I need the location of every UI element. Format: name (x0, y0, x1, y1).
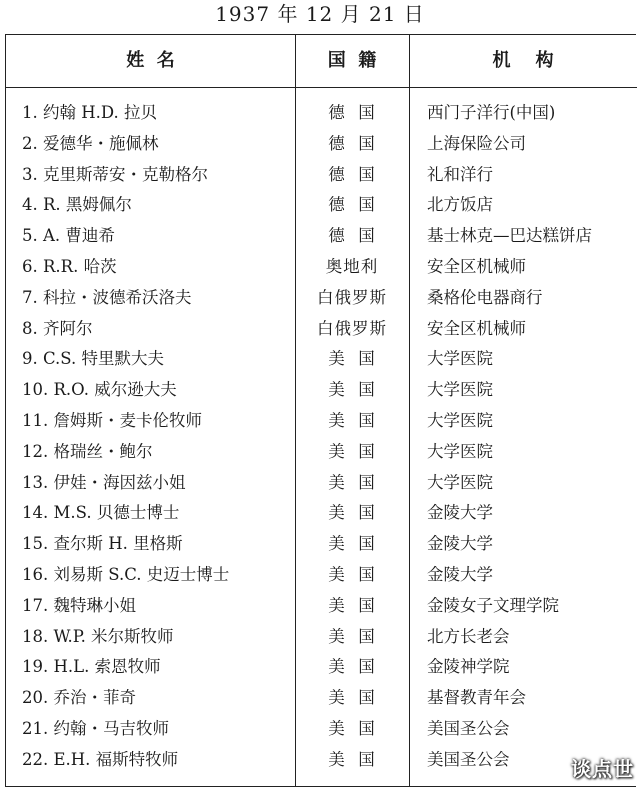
person-name: 8. 齐阿尔 (22, 318, 93, 338)
table-row (6, 498, 637, 529)
nationality: 德 国 (328, 226, 376, 246)
organization: 基士林克—巴达糕饼店 (427, 226, 592, 246)
nationality: 美 国 (328, 595, 376, 615)
nationality: 德 国 (328, 103, 376, 122)
table-header (6, 35, 637, 88)
person-name: 4. R. 黑姆佩尔 (22, 195, 132, 215)
organization: 安全区机械师 (427, 256, 526, 276)
nationality: 白俄罗斯 (317, 318, 387, 338)
nationality: 美 国 (328, 441, 376, 461)
person-name: 13. 伊娃・海因兹小姐 (22, 472, 186, 492)
nationality: 美 国 (328, 410, 376, 430)
organization: 金陵神学院 (427, 657, 510, 677)
person-name: 18. W.P. 米尔斯牧师 (22, 626, 174, 646)
organization: 金陵女子文理学院 (427, 595, 559, 615)
table-row (6, 375, 637, 406)
table-row (6, 714, 637, 745)
organization: 安全区机械师 (427, 318, 526, 338)
table-row (6, 129, 637, 160)
person-name: 15. 查尔斯 H. 里格斯 (22, 534, 183, 554)
organization: 大学医院 (427, 472, 493, 492)
table-body (6, 98, 637, 776)
organization: 美国圣公会 (427, 718, 510, 738)
table-row (6, 560, 637, 591)
organization: 北方长老会 (427, 626, 510, 646)
table-row (6, 437, 637, 468)
organization: 基督教青年会 (427, 688, 526, 708)
watermark-logo: 谈点世 (571, 757, 634, 781)
person-name: 3. 克里斯蒂安・克勒格尔 (22, 164, 208, 184)
table-row (6, 622, 637, 653)
person-name: 22. E.H. 福斯特牧师 (22, 749, 179, 769)
nationality: 美 国 (328, 749, 376, 769)
organization: 桑格伦电器商行 (427, 287, 543, 307)
nationality: 德 国 (328, 133, 376, 153)
table-row (6, 406, 637, 437)
nationality: 美 国 (328, 626, 376, 646)
table-row (6, 190, 637, 221)
organization: 大学医院 (427, 380, 493, 400)
table-row (6, 252, 637, 283)
table-row (6, 221, 637, 252)
date-heading: 1937 年 12 月 21 日 (215, 2, 425, 26)
nationality: 美 国 (328, 718, 376, 738)
table-row (6, 652, 637, 683)
organization: 礼和洋行 (427, 164, 493, 184)
person-name: 14. M.S. 贝德士博士 (22, 503, 180, 523)
table-row (6, 591, 637, 622)
table-row (6, 314, 637, 345)
table-row (6, 745, 637, 776)
nationality: 美 国 (328, 534, 376, 554)
table-row (6, 468, 637, 499)
organization: 上海保险公司 (427, 133, 526, 153)
table-row (6, 283, 637, 314)
person-name: 5. A. 曹迪希 (22, 226, 115, 246)
organization: 大学医院 (427, 441, 493, 461)
organization: 西门子洋行(中国) (427, 103, 556, 122)
person-name: 1. 约翰 H.D. 拉贝 (22, 103, 157, 122)
organization: 大学医院 (427, 349, 493, 369)
person-name: 20. 乔治・菲奇 (22, 688, 136, 708)
table-row (6, 529, 637, 560)
person-name: 12. 格瑞丝・鲍尔 (22, 441, 153, 461)
nationality: 白俄罗斯 (317, 287, 387, 307)
person-name: 21. 约翰・马吉牧师 (22, 718, 169, 738)
organization: 美国圣公会 (427, 749, 510, 769)
header-organization: 机 构 (492, 50, 554, 71)
nationality: 美 国 (328, 688, 376, 708)
person-name: 7. 科拉・波德希沃洛夫 (22, 287, 192, 307)
nationality: 美 国 (328, 349, 376, 369)
organization: 金陵大学 (427, 503, 493, 523)
person-name: 10. R.O. 威尔逊大夫 (22, 380, 177, 400)
nationality: 奥地利 (325, 256, 379, 276)
person-name: 2. 爱德华・施佩林 (22, 133, 159, 153)
nationality: 美 国 (328, 564, 376, 584)
nationality: 美 国 (328, 503, 376, 523)
organization: 金陵大学 (427, 564, 493, 584)
person-name: 16. 刘易斯 S.C. 史迈士博士 (22, 564, 230, 584)
nationality: 德 国 (328, 164, 376, 184)
header-name: 姓 名 (126, 50, 175, 71)
nationality: 美 国 (328, 380, 376, 400)
person-name: 6. R.R. 哈茨 (22, 256, 117, 276)
organization: 北方饭店 (427, 195, 493, 215)
person-name: 19. H.L. 索恩牧师 (22, 657, 161, 677)
organization: 大学医院 (427, 410, 493, 430)
table-row (6, 98, 637, 129)
header-nationality: 国 籍 (327, 50, 377, 71)
organization: 金陵大学 (427, 534, 493, 554)
nationality: 美 国 (328, 657, 376, 677)
nationality: 美 国 (328, 472, 376, 492)
roster-table (5, 34, 636, 787)
nationality: 德 国 (328, 195, 376, 215)
person-name: 17. 魏特琳小姐 (22, 595, 136, 615)
person-name: 9. C.S. 特里默大夫 (22, 349, 164, 369)
person-name: 11. 詹姆斯・麦卡伦牧师 (22, 410, 202, 430)
table-row (6, 683, 637, 714)
table-row (6, 344, 637, 375)
table-row (6, 160, 637, 191)
